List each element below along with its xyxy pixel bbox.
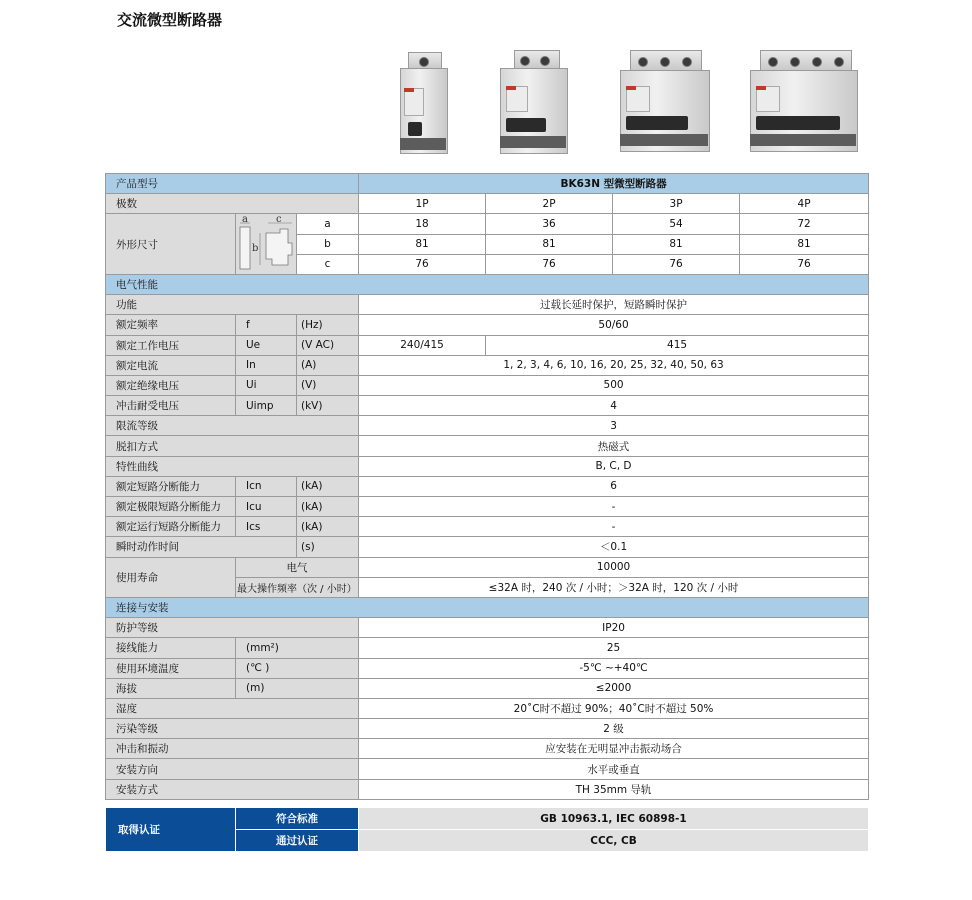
model-value: BK63N 型微型断路器: [359, 174, 869, 194]
spec-value: 500: [359, 375, 869, 395]
dimension-value: 76: [740, 254, 869, 274]
spec-label: 污染等级: [106, 719, 359, 739]
spec-label: 额定绝缘电压: [106, 375, 236, 395]
dim-letter-c: c: [276, 214, 282, 226]
spec-value: 6: [359, 476, 869, 496]
spec-label: 安装方向: [106, 759, 359, 779]
dimension-key: a: [297, 214, 359, 234]
spec-label: 额定频率: [106, 315, 236, 335]
spec-unit: (kV): [297, 396, 359, 416]
spec-row: [106, 315, 869, 335]
dimension-value: 81: [740, 234, 869, 254]
dimension-key: c: [297, 254, 359, 274]
certification-label: 取得认证: [106, 808, 236, 852]
breaker-4p-image: [750, 50, 858, 158]
spec-row: [106, 779, 869, 799]
spec-value: ≤32A 时，240 次 / 小时；＞32A 时，120 次 / 小时: [359, 577, 869, 597]
dimension-value: 76: [486, 254, 613, 274]
section-installation: [106, 597, 869, 617]
spec-row: [106, 456, 869, 476]
spec-label: 使用寿命: [106, 557, 236, 597]
spec-unit: (Hz): [297, 315, 359, 335]
spec-row: [106, 416, 869, 436]
life-frequency-label: 最大操作频率（次 / 小时）: [236, 577, 359, 597]
standards-label: 符合标准: [236, 808, 359, 830]
spec-row: [106, 678, 869, 698]
spec-value: 10000: [359, 557, 869, 577]
spec-row: [106, 557, 869, 577]
model-row: [106, 174, 869, 194]
spec-unit: (A): [297, 355, 359, 375]
section-electrical: [106, 274, 869, 294]
spec-label: 额定极限短路分断能力: [106, 497, 236, 517]
spec-label: 瞬时动作时间: [106, 537, 297, 557]
breaker-2p-image: [500, 50, 568, 158]
spec-label: 海拔: [106, 678, 236, 698]
dimension-value: 81: [613, 234, 740, 254]
cert-row-standards: [106, 808, 869, 830]
spec-unit: (kA): [297, 476, 359, 496]
section-installation-title: 连接与安装: [106, 597, 869, 617]
spec-row: [106, 497, 869, 517]
spec-row: [106, 355, 869, 375]
life-electrical-label: 电气: [236, 557, 359, 577]
spec-row: [106, 658, 869, 678]
spec-value-1p: 240/415: [359, 335, 486, 355]
spec-value: IP20: [359, 618, 869, 638]
spec-value: 应安装在无明显冲击振动场合: [359, 739, 869, 759]
spec-label: 接线能力: [106, 638, 236, 658]
spec-label: 额定电流: [106, 355, 236, 375]
spec-value: B, C, D: [359, 456, 869, 476]
spec-unit: (kA): [297, 517, 359, 537]
spec-table: [105, 173, 869, 800]
spec-unit: (s): [297, 537, 359, 557]
spec-label: 额定工作电压: [106, 335, 236, 355]
spec-label: 使用环境温度: [106, 658, 236, 678]
spec-unit: (mm²): [236, 638, 359, 658]
dimension-value: 81: [359, 234, 486, 254]
dimension-value: 36: [486, 214, 613, 234]
spec-value: 过载长延时保护，短路瞬时保护: [359, 295, 869, 315]
dimension-value: 72: [740, 214, 869, 234]
breaker-1p-image: [400, 52, 448, 158]
spec-row: [106, 476, 869, 496]
spec-symbol: Ui: [236, 375, 297, 395]
dimension-value: 18: [359, 214, 486, 234]
product-images: [390, 48, 870, 163]
spec-row: [106, 335, 869, 355]
spec-unit: (V AC): [297, 335, 359, 355]
spec-label: 额定运行短路分断能力: [106, 517, 236, 537]
spec-unit: (m): [236, 678, 359, 698]
spec-label: 冲击耐受电压: [106, 396, 236, 416]
spec-value: ＜0.1: [359, 537, 869, 557]
spec-value: 25: [359, 638, 869, 658]
spec-row: [106, 698, 869, 718]
spec-row: [106, 295, 869, 315]
spec-value: 4: [359, 396, 869, 416]
spec-unit: (V): [297, 375, 359, 395]
spec-symbol: Uimp: [236, 396, 297, 416]
section-electrical-title: 电气性能: [106, 274, 869, 294]
dim-letter-b: b: [252, 243, 259, 255]
spec-value: ≤2000: [359, 678, 869, 698]
approvals-value: CCC, CB: [359, 830, 869, 852]
spec-row: [106, 396, 869, 416]
dimension-row-a: [106, 214, 869, 234]
poles-value: 4P: [740, 194, 869, 214]
spec-row: [106, 719, 869, 739]
spec-value: 415: [486, 335, 869, 355]
spec-symbol: In: [236, 355, 297, 375]
spec-row: [106, 638, 869, 658]
spec-row: [106, 618, 869, 638]
spec-row: [106, 537, 869, 557]
page-title: 交流微型断路器: [117, 11, 223, 29]
spec-unit: (℃ ): [236, 658, 359, 678]
spec-symbol: Icu: [236, 497, 297, 517]
spec-row: [106, 739, 869, 759]
spec-value: 水平或垂直: [359, 759, 869, 779]
spec-label: 脱扣方式: [106, 436, 359, 456]
spec-row: [106, 375, 869, 395]
spec-symbol: Ue: [236, 335, 297, 355]
dimension-value: 54: [613, 214, 740, 234]
spec-label: 安装方式: [106, 779, 359, 799]
dimensions-label: 外形尺寸: [106, 214, 236, 275]
spec-value: -5℃ ~+40℃: [359, 658, 869, 678]
spec-symbol: Ics: [236, 517, 297, 537]
spec-value: 3: [359, 416, 869, 436]
spec-value: 1, 2, 3, 4, 6, 10, 16, 20, 25, 32, 40, 50, 63: [359, 355, 869, 375]
spec-label: 功能: [106, 295, 359, 315]
dimension-value: 81: [486, 234, 613, 254]
dimension-diagram: [236, 214, 297, 275]
breaker-3p-image: [620, 50, 710, 158]
spec-label: 限流等级: [106, 416, 359, 436]
spec-value: 热磁式: [359, 436, 869, 456]
spec-value: TH 35mm 导轨: [359, 779, 869, 799]
spec-row: [106, 517, 869, 537]
spec-value: 2 级: [359, 719, 869, 739]
dimension-key: b: [297, 234, 359, 254]
standards-value: GB 10963.1, IEC 60898-1: [359, 808, 869, 830]
spec-label: 冲击和振动: [106, 739, 359, 759]
spec-label: 额定短路分断能力: [106, 476, 236, 496]
spec-row: [106, 759, 869, 779]
dimension-value: 76: [359, 254, 486, 274]
dimension-value: 76: [613, 254, 740, 274]
approvals-label: 通过认证: [236, 830, 359, 852]
spec-row: [106, 436, 869, 456]
poles-value: 2P: [486, 194, 613, 214]
spec-value: 50/60: [359, 315, 869, 335]
poles-value: 1P: [359, 194, 486, 214]
spec-label: 防护等级: [106, 618, 359, 638]
spec-symbol: f: [236, 315, 297, 335]
dim-letter-a: a: [242, 214, 248, 226]
spec-value: 20˚C时不超过 90%；40˚C时不超过 50%: [359, 698, 869, 718]
spec-label: 特性曲线: [106, 456, 359, 476]
spec-symbol: Icn: [236, 476, 297, 496]
certification-table: [105, 807, 869, 852]
spec-value: -: [359, 497, 869, 517]
poles-row: [106, 194, 869, 214]
model-label: 产品型号: [106, 174, 359, 194]
spec-unit: (kA): [297, 497, 359, 517]
spec-label: 湿度: [106, 698, 359, 718]
spec-value: -: [359, 517, 869, 537]
poles-value: 3P: [613, 194, 740, 214]
poles-label: 极数: [106, 194, 359, 214]
